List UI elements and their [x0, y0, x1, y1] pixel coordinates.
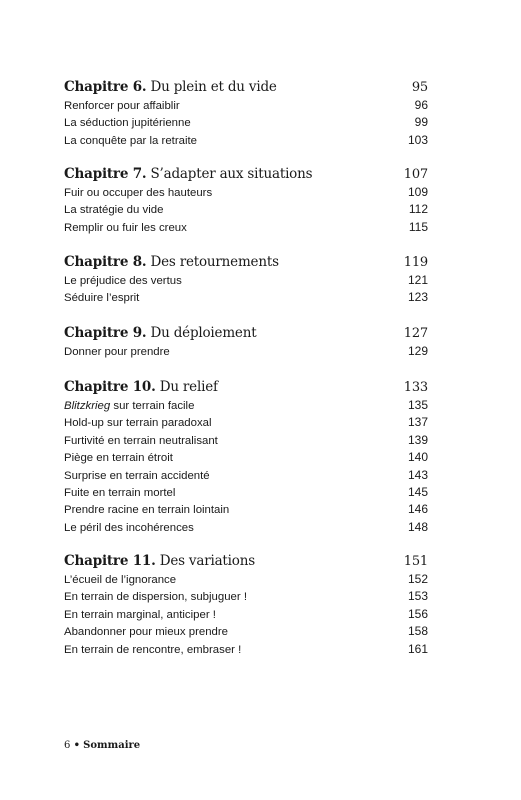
- entry-page: 161: [407, 641, 428, 656]
- chapter-page: 133: [403, 380, 428, 395]
- entry-label: La séduction jupitérienne: [64, 117, 191, 130]
- toc-entry: [64, 289, 428, 306]
- entry-label: Abandonner pour mieux prendre: [64, 626, 229, 639]
- toc-entry: [64, 343, 428, 360]
- entry-label: Remplir ou fuir les creux: [64, 221, 187, 234]
- toc-entry: [64, 519, 428, 536]
- entry-page: 153: [407, 589, 428, 604]
- entry-page: 96: [414, 98, 428, 112]
- chapter-number: Chapitre 8.: [64, 254, 147, 270]
- chapter-title: Du déploiement: [150, 325, 257, 341]
- entry-page: 145: [407, 484, 428, 499]
- toc-entry: [64, 414, 428, 431]
- entry-page: 158: [407, 624, 428, 639]
- footer-section: Sommaire: [83, 740, 141, 751]
- chapter-number: Chapitre 11.: [64, 553, 156, 569]
- entry-label-italic: Blitzkrieg: [64, 400, 111, 412]
- chapter-9: [64, 323, 428, 360]
- chapter-number: Chapitre 6.: [64, 79, 147, 95]
- entry-label: Surprise en terrain accidenté: [64, 469, 210, 482]
- chapter-heading: [64, 323, 428, 343]
- toc-entry: [64, 467, 428, 484]
- toc-entry: [64, 606, 428, 623]
- entry-label: Le préjudice des vertus: [64, 275, 182, 287]
- chapter-heading: [64, 77, 428, 97]
- entry-label: La stratégie du vide: [64, 204, 164, 217]
- toc-entry: [64, 184, 428, 201]
- entry-label: En terrain marginal, anticiper !: [64, 608, 216, 621]
- entry-page: 137: [407, 415, 428, 430]
- chapter-title: Des variations: [159, 553, 255, 569]
- chapter-heading: [64, 252, 428, 272]
- entry-label: La conquête par la retraite: [64, 134, 197, 147]
- chapter-number: Chapitre 10.: [64, 379, 156, 395]
- chapter-page: 119: [403, 255, 428, 270]
- chapter-heading: [64, 377, 428, 397]
- chapter-6: [64, 77, 428, 149]
- entry-page: 129: [407, 344, 428, 358]
- entry-label: Séduire l’esprit: [64, 292, 140, 305]
- chapter-number: Chapitre 9.: [64, 325, 147, 341]
- chapter-11: [64, 551, 428, 658]
- entry-label: Prendre racine en terrain lointain: [64, 504, 230, 517]
- toc-entry: [64, 114, 428, 131]
- chapter-title: Du relief: [159, 379, 218, 395]
- chapter-7: [64, 164, 428, 236]
- entry-page: 148: [407, 519, 428, 534]
- entry-page: 112: [408, 202, 428, 217]
- entry-label: Hold-up sur terrain paradoxal: [64, 417, 212, 430]
- toc-entry: [64, 201, 428, 218]
- toc-entry: [64, 219, 428, 236]
- chapter-8: [64, 252, 428, 307]
- entry-label: Piège en terrain étroit: [64, 452, 173, 465]
- chapter-title: Des retournements: [150, 254, 279, 270]
- entry-label: Donner pour prendre: [64, 346, 170, 358]
- toc-entry: [64, 397, 428, 414]
- toc-entry: [64, 449, 428, 466]
- entry-page: 115: [408, 219, 428, 234]
- toc-entry: [64, 432, 428, 449]
- entry-page: 99: [414, 115, 428, 130]
- toc-entry: [64, 641, 428, 658]
- entry-page: 146: [407, 502, 428, 517]
- footer-page-number: 6: [64, 740, 71, 751]
- chapter-page: 107: [403, 167, 428, 182]
- toc-entry: [64, 132, 428, 149]
- entry-label: L’écueil de l’ignorance: [64, 574, 177, 586]
- entry-page: 139: [407, 432, 428, 447]
- entry-label: En terrain de dispersion, subjuguer !: [64, 591, 247, 604]
- entry-page: 121: [407, 273, 428, 287]
- toc-entry: [64, 484, 428, 501]
- entry-page: 143: [407, 467, 428, 482]
- chapter-number: Chapitre 7.: [64, 166, 147, 182]
- toc-entry: [64, 588, 428, 605]
- toc-entry: [64, 623, 428, 640]
- toc-entry: [64, 501, 428, 518]
- entry-label: Renforcer pour affaiblir: [64, 100, 180, 112]
- entry-page: 135: [407, 398, 428, 412]
- entry-label: Fuite en terrain mortel: [64, 486, 176, 499]
- toc-entry: [64, 272, 428, 289]
- chapter-heading: [64, 164, 428, 184]
- entry-page: 123: [407, 290, 428, 305]
- entry-page: 103: [407, 132, 428, 147]
- chapter-title: S’adapter aux situations: [150, 166, 313, 182]
- chapter-page: 95: [411, 80, 428, 95]
- entry-label: sur terrain facile: [110, 400, 195, 412]
- entry-page: 109: [407, 185, 428, 199]
- footer-separator: •: [73, 740, 80, 751]
- entry-label: Fuir ou occuper des hauteurs: [64, 187, 213, 199]
- chapter-title: Du plein et du vide: [150, 79, 277, 95]
- toc-entry: [64, 571, 428, 588]
- entry-page: 156: [407, 606, 428, 621]
- chapter-page: 151: [403, 554, 428, 569]
- chapter-heading: [64, 551, 428, 571]
- entry-label: En terrain de rencontre, embraser !: [64, 643, 242, 656]
- chapter-10: [64, 377, 428, 536]
- toc-entry: [64, 97, 428, 114]
- entry-page: 140: [407, 450, 428, 465]
- entry-label: Furtivité en terrain neutralisant: [64, 434, 218, 447]
- chapter-page: 127: [403, 326, 428, 341]
- page-footer: [64, 740, 140, 751]
- entry-page: 152: [407, 572, 428, 586]
- entry-label: Le péril des incohérences: [64, 521, 194, 534]
